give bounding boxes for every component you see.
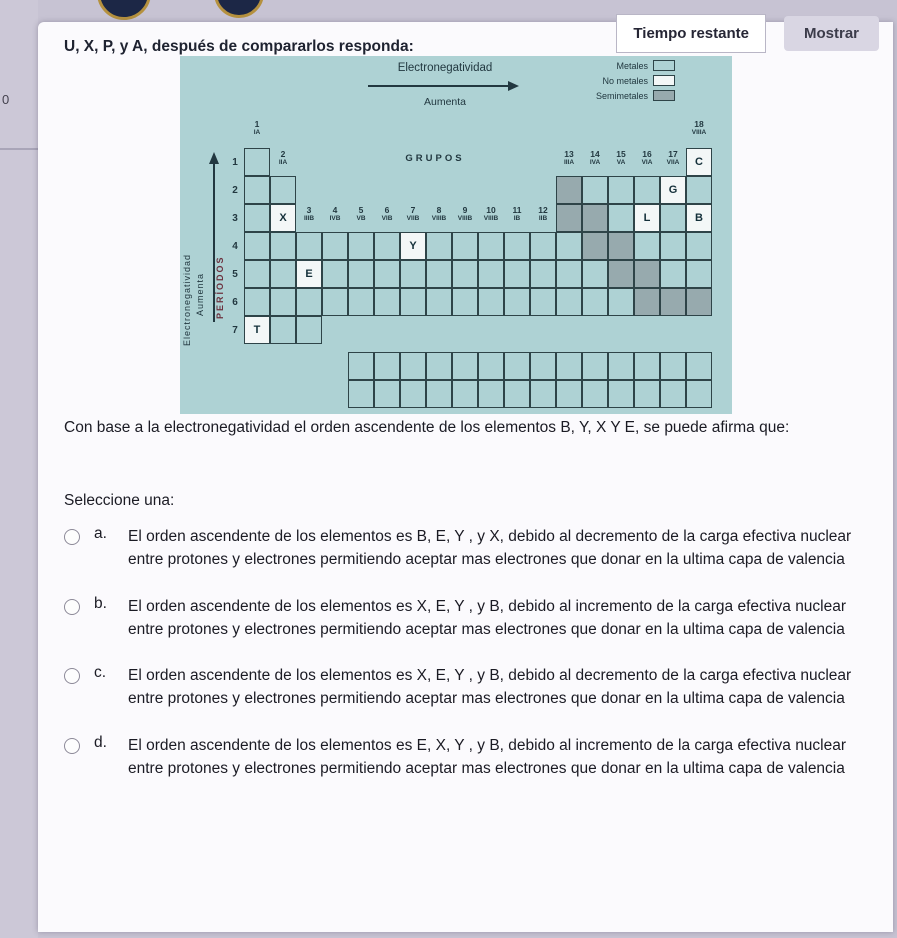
table-cell	[686, 176, 712, 204]
element-cell-G: G	[660, 176, 686, 204]
table-cell	[270, 316, 296, 344]
element-cell-T: T	[244, 316, 270, 344]
table-cell	[270, 176, 296, 204]
option-b	[64, 595, 873, 642]
table-cell	[582, 204, 608, 232]
grupos-label: GRUPOS	[405, 153, 465, 164]
table-cell	[530, 232, 556, 260]
table-cell	[452, 232, 478, 260]
electronegativity-label: Electronegatividad	[397, 62, 493, 74]
option-b-radio[interactable]	[64, 599, 80, 615]
option-a-text: El orden ascendente de los elementos es B, E, Y , y X, debido al decremento de la carga efectiva nuclear entre protones y electrones permitiendo aceptar mas electrones que donar en la ultima capa de valencia	[128, 528, 852, 569]
table-cell	[244, 176, 270, 204]
group-header: 5 VB	[356, 205, 366, 223]
group-header: 14 IVA	[589, 149, 601, 167]
group-header: 11 IB	[512, 205, 522, 223]
table-cell	[348, 260, 374, 288]
legend-label-no-metales: No metales	[602, 75, 648, 86]
table-cell	[296, 316, 322, 344]
group-header: 7 VIIB	[406, 205, 420, 223]
table-cell	[478, 232, 504, 260]
table-cell	[400, 288, 426, 316]
table-cell	[530, 260, 556, 288]
quiz-controls	[616, 14, 879, 53]
group-header: 9 VIIIB	[457, 205, 473, 223]
option-a	[64, 525, 873, 572]
option-d-letter: d.	[94, 733, 107, 751]
table-cell	[530, 288, 556, 316]
period-label: 5	[232, 268, 238, 280]
table-cell	[244, 288, 270, 316]
table-cell	[660, 204, 686, 232]
detached-table-cell	[608, 352, 634, 380]
detached-table-cell	[530, 380, 556, 408]
group-header: 17 VIIA	[666, 149, 680, 167]
table-cell	[556, 260, 582, 288]
table-cell	[556, 204, 582, 232]
table-cell	[686, 232, 712, 260]
table-cell	[244, 148, 270, 176]
table-cell	[452, 260, 478, 288]
sidebar-divider	[0, 148, 38, 150]
element-cell-B: B	[686, 204, 712, 232]
table-cell	[608, 176, 634, 204]
emblem-logo-right	[214, 0, 264, 18]
table-cell	[556, 288, 582, 316]
vertical-electronegativity-label: Electronegatividad	[182, 253, 192, 346]
option-b-text: El orden ascendente de los elementos es X, E, Y , y B, debido al incremento de la carga efectiva nuclear entre protones y electrones permitiendo aceptar mas electrones que donar en la ultima capa de valencia	[128, 597, 847, 638]
group-header: 4 IVB	[329, 205, 341, 223]
element-cell-C: C	[686, 148, 712, 176]
table-cell	[504, 260, 530, 288]
table-cell	[634, 232, 660, 260]
option-a-radio[interactable]	[64, 529, 80, 545]
detached-table-cell	[686, 352, 712, 380]
element-cell-Y: Y	[400, 232, 426, 260]
table-cell	[478, 288, 504, 316]
table-cell	[270, 260, 296, 288]
table-cell	[374, 232, 400, 260]
table-cell	[608, 204, 634, 232]
detached-table-cell	[400, 352, 426, 380]
option-d-radio[interactable]	[64, 738, 80, 754]
option-d-text: El orden ascendente de los elementos es E, X, Y , y B, debido al incremento de la carga efectiva nuclear entre protones y electrones permitiendo aceptar mas electrones que donar en la ultima capa de valencia	[128, 736, 847, 777]
table-cell	[322, 232, 348, 260]
aumenta-label: Aumenta	[423, 96, 467, 108]
vertical-aumenta-label: Aumenta	[195, 272, 205, 316]
table-cell	[608, 288, 634, 316]
group-header: 13 IIIA	[563, 149, 575, 167]
periodic-table-cells	[180, 56, 732, 414]
detached-table-cell	[452, 380, 478, 408]
question-stem: Con base a la electronegatividad el orden ascendente de los elementos B, Y, X Y E, se puede afirma que:	[64, 419, 790, 436]
table-cell	[296, 288, 322, 316]
table-cell	[244, 232, 270, 260]
content-panel	[38, 22, 893, 932]
time-remaining-label: Tiempo restante	[616, 14, 766, 53]
sidebar-zero-label: 0	[2, 92, 10, 107]
option-c	[64, 664, 873, 711]
table-cell	[582, 232, 608, 260]
detached-table-cell	[400, 380, 426, 408]
table-cell	[556, 232, 582, 260]
group-header: 18 VIIIA	[691, 119, 707, 137]
table-cell	[478, 260, 504, 288]
detached-table-cell	[634, 352, 660, 380]
period-label: 6	[232, 296, 238, 308]
table-cell	[686, 288, 712, 316]
table-cell	[504, 232, 530, 260]
detached-table-cell	[660, 380, 686, 408]
table-cell	[400, 260, 426, 288]
detached-table-cell	[608, 380, 634, 408]
period-label: 4	[232, 240, 238, 252]
show-button[interactable]: Mostrar	[784, 16, 879, 51]
detached-table-cell	[556, 352, 582, 380]
detached-table-cell	[504, 352, 530, 380]
option-c-text: El orden ascendente de los elementos es X, E, Y , y B, debido al decremento de la carga efectiva nuclear entre protones y electrones permitiendo aceptar mas electrones que donar en la ultima capa de valencia	[128, 667, 852, 708]
table-cell	[296, 232, 322, 260]
period-label: 3	[232, 212, 238, 224]
detached-table-cell	[374, 380, 400, 408]
table-cell	[634, 288, 660, 316]
detached-table-cell	[634, 380, 660, 408]
table-cell	[686, 260, 712, 288]
period-label: 1	[232, 156, 238, 168]
table-cell	[244, 260, 270, 288]
detached-table-cell	[452, 352, 478, 380]
group-header: 6 VIB	[381, 205, 393, 223]
table-cell	[270, 288, 296, 316]
options-list	[64, 525, 873, 803]
table-cell	[608, 232, 634, 260]
table-cell	[660, 232, 686, 260]
table-cell	[582, 176, 608, 204]
detached-table-cell	[660, 352, 686, 380]
group-header: 12 IIB	[538, 205, 548, 223]
option-c-radio[interactable]	[64, 668, 80, 684]
option-d	[64, 734, 873, 781]
detached-table-cell	[530, 352, 556, 380]
question-prompt: U, X, P, y A, después de compararlos responda:	[64, 38, 414, 55]
table-cell	[374, 260, 400, 288]
legend-label-semimetales: Semimetales	[595, 90, 648, 101]
detached-table-cell	[426, 352, 452, 380]
period-label: 7	[232, 324, 238, 336]
detached-table-cell	[348, 352, 374, 380]
table-cell	[348, 232, 374, 260]
select-one-label: Seleccione una:	[64, 492, 175, 509]
element-cell-X: X	[270, 204, 296, 232]
table-cell	[322, 260, 348, 288]
table-cell	[374, 288, 400, 316]
option-c-letter: c.	[94, 664, 107, 681]
group-header: 2 IIA	[278, 149, 288, 167]
detached-table-cell	[686, 380, 712, 408]
periodic-table-diagram	[180, 56, 732, 414]
detached-table-cell	[556, 380, 582, 408]
detached-table-cell	[582, 352, 608, 380]
legend-label-metales: Metales	[616, 60, 648, 71]
element-cell-E: E	[296, 260, 322, 288]
detached-table-cell	[374, 352, 400, 380]
option-a-letter: a.	[94, 525, 107, 542]
detached-table-cell	[478, 380, 504, 408]
group-header: 16 VIA	[641, 149, 653, 167]
table-cell	[582, 288, 608, 316]
group-header: 10 VIIIB	[483, 205, 499, 223]
periodos-label: PERÍODOS	[215, 255, 225, 319]
detached-table-cell	[426, 380, 452, 408]
option-b-letter: b.	[94, 594, 107, 612]
table-cell	[322, 288, 348, 316]
table-cell	[426, 232, 452, 260]
left-sidebar-strip	[0, 0, 38, 938]
group-header: 8 VIIIB	[431, 205, 447, 223]
table-cell	[660, 260, 686, 288]
period-label: 2	[232, 184, 238, 196]
table-cell	[634, 260, 660, 288]
table-cell	[270, 232, 296, 260]
table-cell	[244, 204, 270, 232]
table-cell	[504, 288, 530, 316]
emblem-logo-left	[97, 0, 151, 20]
group-header: 3 IIIB	[303, 205, 315, 223]
table-cell	[426, 288, 452, 316]
table-cell	[556, 176, 582, 204]
detached-table-cell	[348, 380, 374, 408]
table-cell	[348, 288, 374, 316]
table-cell	[582, 260, 608, 288]
detached-table-cell	[504, 380, 530, 408]
table-cell	[426, 260, 452, 288]
element-cell-L: L	[634, 204, 660, 232]
detached-table-cell	[478, 352, 504, 380]
table-cell	[634, 176, 660, 204]
detached-table-cell	[582, 380, 608, 408]
group-header: 1 IA	[253, 119, 261, 137]
table-cell	[608, 260, 634, 288]
table-cell	[452, 288, 478, 316]
group-header: 15 VA	[616, 149, 626, 167]
table-cell	[660, 288, 686, 316]
